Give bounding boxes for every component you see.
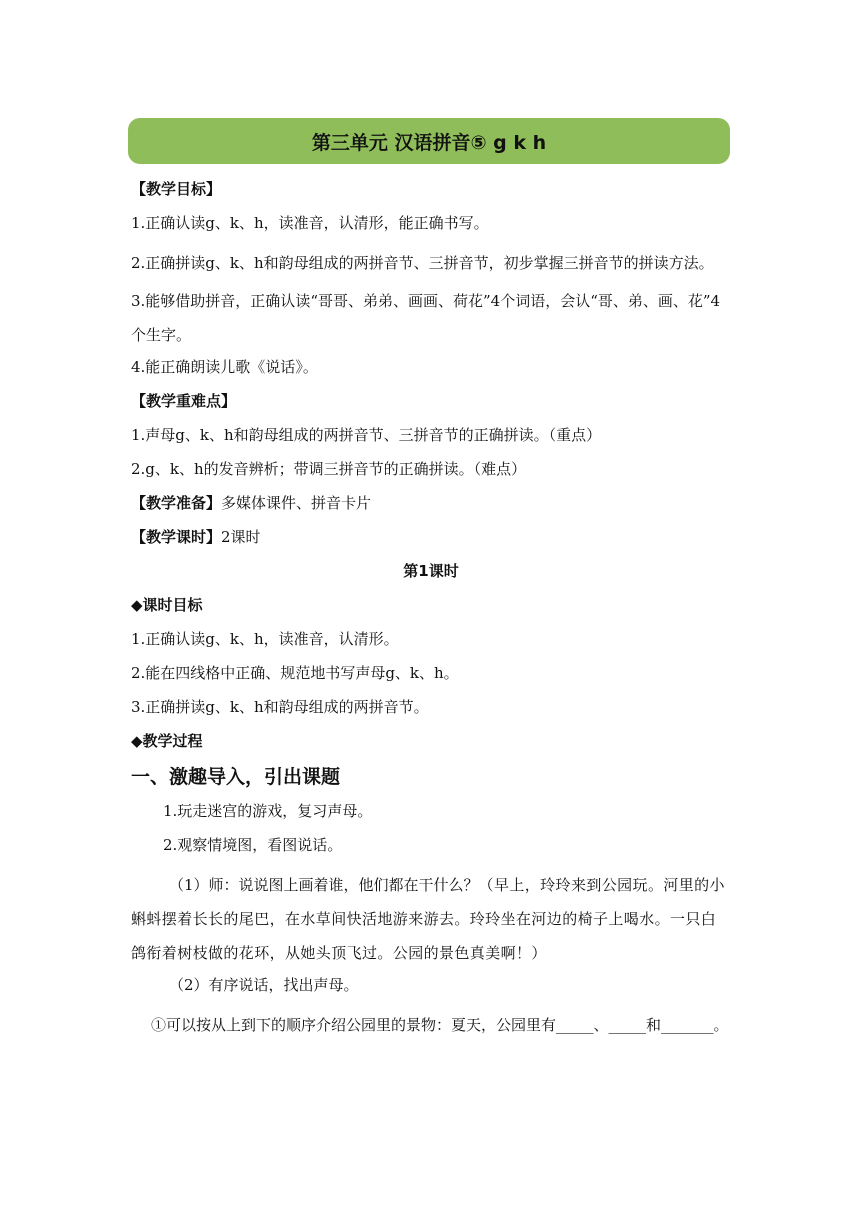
lesson-goal-2: 2.能在四线格中正确、规范地书写声母g、k、h。: [131, 664, 459, 682]
sub-question-1-prompt: （1）师：说说图上画着谁，他们都在干什么？: [169, 876, 479, 894]
objective-item-4: 4.能正确朗读儿歌《说话》。: [131, 358, 318, 376]
lesson-title: 第1课时: [403, 562, 459, 580]
key-points-heading: 【教学重难点】: [131, 392, 237, 410]
step-2: 2.观察情境图，看图说话。: [163, 836, 343, 854]
key-point-1: 1.声母g、k、h和韵母组成的两拼音节、三拼音节的正确拼读。（重点）: [131, 426, 602, 444]
class-hours-value: 2课时: [221, 528, 261, 546]
step-1: 1.玩走迷宫的游戏，复习声母。: [163, 802, 373, 820]
sub-question-1-story: （早上，玲玲来到公园玩。河里的小蝌蚪摆着长长的尾巴，在水草间快活地游来游去。玲玲坐在河边的椅子上喝水。一只白鸽衔着树枝做的花环，从她头顶飞过。公园的景色真美啊！）: [131, 876, 725, 962]
circled-item-1: ①可以按从上到下的顺序介绍公园里的景物：夏天，公园里有_____、_____和_______。: [151, 1016, 729, 1034]
unit-title: 第三单元 汉语拼音⑤ g k h: [311, 131, 547, 154]
preparation-value: 多媒体课件、拼音卡片: [221, 494, 372, 512]
preparation-label: 【教学准备】: [131, 494, 222, 512]
objectives-heading: 【教学目标】: [131, 180, 222, 198]
part1-title: 一、激趣导入，引出课题: [131, 766, 341, 788]
lesson-goals-heading: ◆课时目标: [131, 596, 203, 614]
class-hours-line: [131, 526, 731, 548]
document-body: [131, 178, 731, 1042]
class-hours-label: 【教学课时】: [131, 528, 222, 546]
objective-item-1: 1.正确认读g、k、h，读准音，认清形，能正确书写。: [131, 214, 489, 232]
unit-title-banner: [128, 118, 730, 164]
objective-item-2: 2.正确拼读g、k、h和韵母组成的两拼音节、三拼音节，初步掌握三拼音节的拼读方法。: [131, 254, 714, 272]
sub-question-2: （2）有序说话，找出声母。: [169, 976, 359, 994]
preparation-line: [131, 492, 731, 514]
key-point-2: 2.g、k、h的发音辨析；带调三拼音节的正确拼读。（难点）: [131, 460, 527, 478]
process-heading: ◆教学过程: [131, 732, 203, 750]
sub-question-1: [131, 868, 731, 970]
lesson-goal-1: 1.正确认读g、k、h，读准音，认清形。: [131, 630, 399, 648]
lesson-goal-3: 3.正确拼读g、k、h和韵母组成的两拼音节。: [131, 698, 429, 716]
objective-item-3: 3.能够借助拼音，正确认读“哥哥、弟弟、画画、荷花”4个词语，会认“哥、弟、画、花”4个生字。: [131, 292, 721, 344]
